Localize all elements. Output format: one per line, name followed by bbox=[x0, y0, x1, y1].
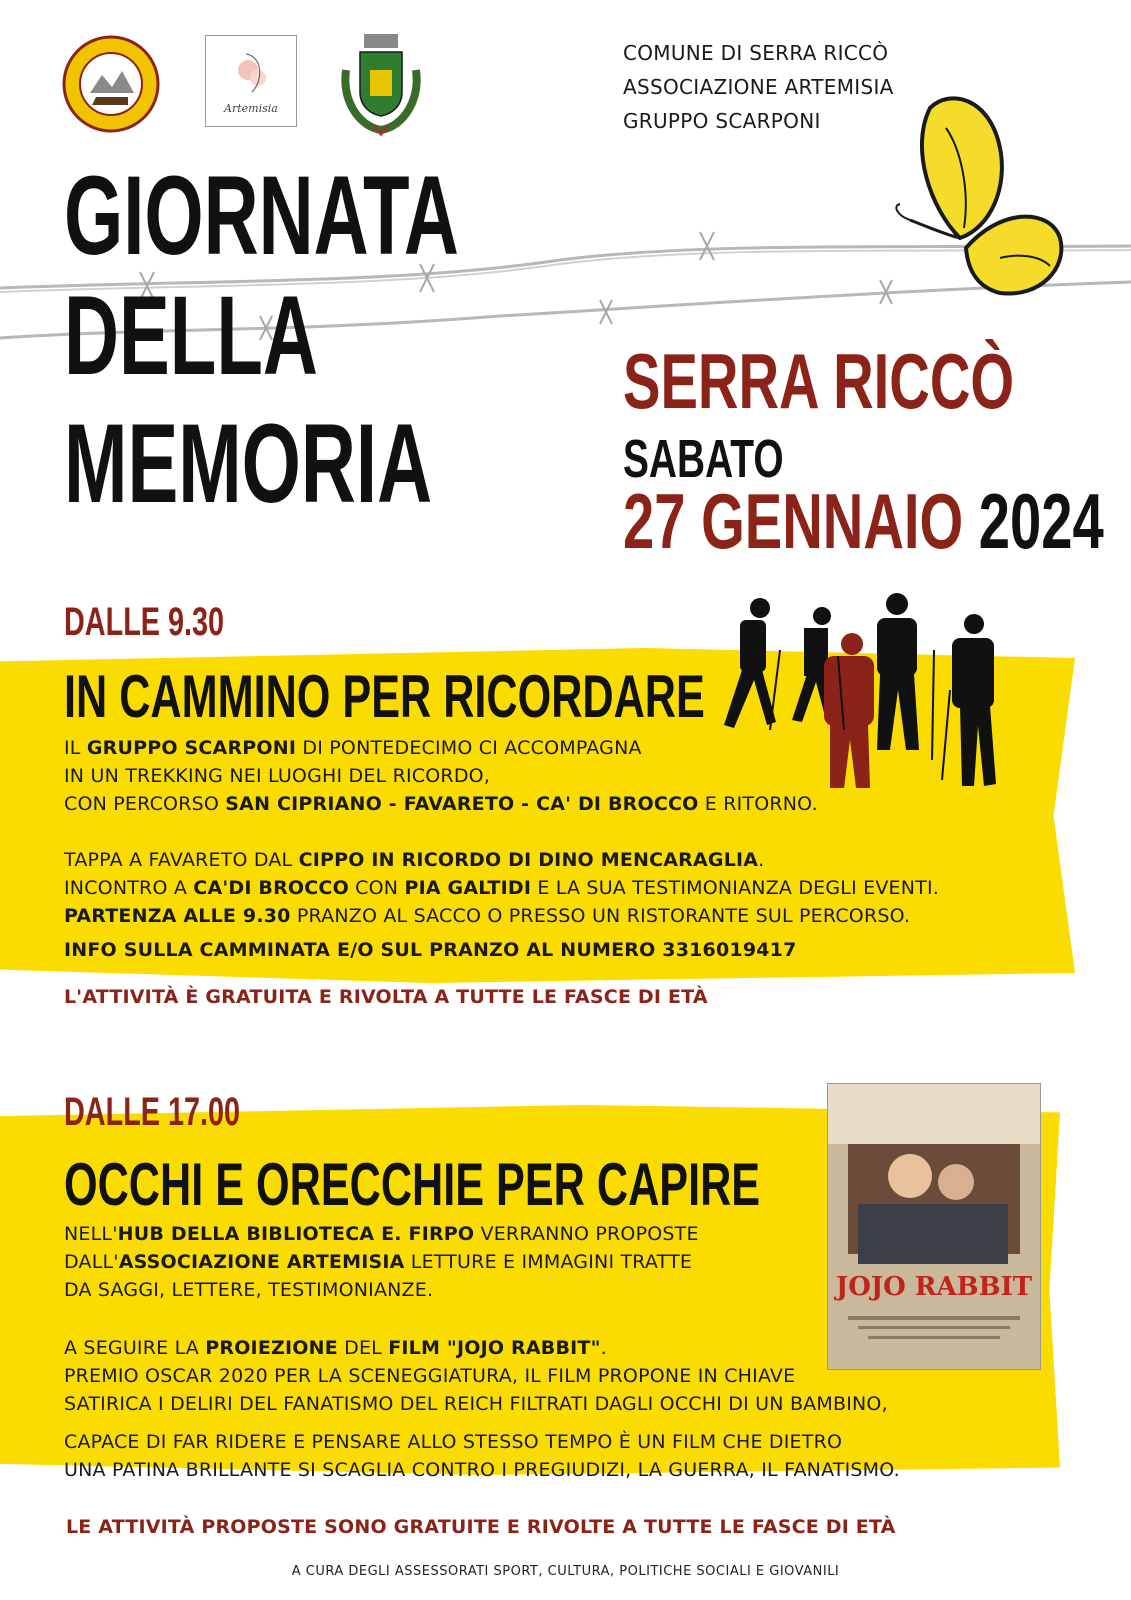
event1-p1-line1: IL GRUPPO SCARPONI DI PONTEDECIMO CI ACCOMPAGNA bbox=[64, 737, 642, 759]
event2-p2-line3: SATIRICA I DELIRI DEL FANATISMO DEL REICH FILTRATI DAGLI OCCHI DI UN BAMBINO, bbox=[64, 1393, 888, 1415]
footer-credits: A CURA DEGLI ASSESSORATI SPORT, CULTURA, POLITICHE SOCIALI E GIOVANILI bbox=[291, 1564, 840, 1579]
event2-heading: OCCHI E ORECCHIE PER CAPIRE bbox=[64, 1151, 761, 1218]
event1-heading: IN CAMMINO PER RICORDARE bbox=[64, 663, 705, 730]
title-line-1: GIORNATA bbox=[64, 153, 459, 278]
event-day: SABATO bbox=[623, 429, 784, 489]
event2-p3-line1: CAPACE DI FAR RIDERE E PENSARE ALLO STESSO TEMPO È UN FILM CHE DIETRO bbox=[64, 1431, 843, 1453]
event1-p2-line3: PARTENZA ALLE 9.30 PRANZO AL SACCO O PRESSO UN RISTORANTE SUL PERCORSO. bbox=[64, 905, 911, 927]
event1-paragraph-2 bbox=[64, 846, 939, 930]
event-date-day-month: 27 GENNAIO bbox=[623, 477, 964, 565]
event-date bbox=[623, 476, 1104, 567]
event2-paragraph-3 bbox=[64, 1428, 900, 1484]
artemisia-logo bbox=[205, 35, 297, 127]
event2-paragraph-2 bbox=[64, 1334, 888, 1418]
title-line-2: DELLA bbox=[64, 273, 318, 398]
organizer-scarponi: GRUPPO SCARPONI bbox=[623, 109, 821, 133]
event2-p1-line1: NELL'HUB DELLA BIBLIOTECA E. FIRPO VERRANNO PROPOSTE bbox=[64, 1223, 699, 1245]
butterfly-icon bbox=[890, 88, 1080, 318]
event1-paragraph-1 bbox=[64, 734, 818, 818]
event2-note: LE ATTIVITÀ PROPOSTE SONO GRATUITE E RIVOLTE A TUTTE LE FASCE DI ETÀ bbox=[66, 1516, 896, 1538]
event-date-year: 2024 bbox=[978, 477, 1104, 565]
event1-p2-line2: INCONTRO A CA'DI BROCCO CON PIA GALTIDI E LA SUA TESTIMONIANZA DEGLI EVENTI. bbox=[64, 877, 940, 899]
event2-p2-line1: A SEGUIRE LA PROIEZIONE DEL FILM "JOJO RABBIT". bbox=[64, 1337, 607, 1359]
event1-info: INFO SULLA CAMMINATA E/O SUL PRANZO AL NUMERO 3316019417 bbox=[64, 939, 797, 961]
event2-p3-line2: UNA PATINA BRILLANTE SI SCAGLIA CONTRO I PREGIUDIZI, LA GUERRA, IL FANATISMO. bbox=[64, 1459, 900, 1481]
event-place: SERRA RICCÒ bbox=[623, 337, 1015, 425]
title-line-3: MEMORIA bbox=[64, 401, 433, 526]
event2-p2-line2: PREMIO OSCAR 2020 PER LA SCENEGGIATURA, IL FILM PROPONE IN CHIAVE bbox=[64, 1365, 796, 1387]
movie-poster-image bbox=[827, 1083, 1041, 1370]
scarponi-logo bbox=[62, 35, 160, 133]
organizers-list bbox=[623, 36, 894, 138]
event1-p2-line1: TAPPA A FAVARETO DAL CIPPO IN RICORDO DI DINO MENCARAGLIA. bbox=[64, 849, 765, 871]
event2-p1-line3: DA SAGGI, LETTERE, TESTIMONIANZE. bbox=[64, 1279, 434, 1301]
event1-p1-line3: CON PERCORSO SAN CIPRIANO - FAVARETO - CA' DI BROCCO E RITORNO. bbox=[64, 793, 818, 815]
event1-p1-line2: IN UN TREKKING NEI LUOGHI DEL RICORDO, bbox=[64, 765, 491, 787]
municipality-crest-logo bbox=[338, 30, 424, 138]
event2-time: DALLE 17.00 bbox=[64, 1090, 241, 1134]
organizer-comune: COMUNE DI SERRA RICCÒ bbox=[623, 41, 889, 65]
poster-title: JOJO RABBIT bbox=[835, 1272, 1033, 1302]
event2-p1-line2: DALL'ASSOCIAZIONE ARTEMISIA LETTURE E IMMAGINI TRATTE bbox=[64, 1251, 693, 1273]
event1-note: L'ATTIVITÀ È GRATUITA E RIVOLTA A TUTTE LE FASCE DI ETÀ bbox=[64, 986, 708, 1008]
artemisia-logo-text: Artemisia bbox=[224, 102, 278, 115]
organizer-artemisia: ASSOCIAZIONE ARTEMISIA bbox=[623, 75, 894, 99]
event2-paragraph-1 bbox=[64, 1220, 699, 1304]
event1-time: DALLE 9.30 bbox=[64, 600, 225, 644]
